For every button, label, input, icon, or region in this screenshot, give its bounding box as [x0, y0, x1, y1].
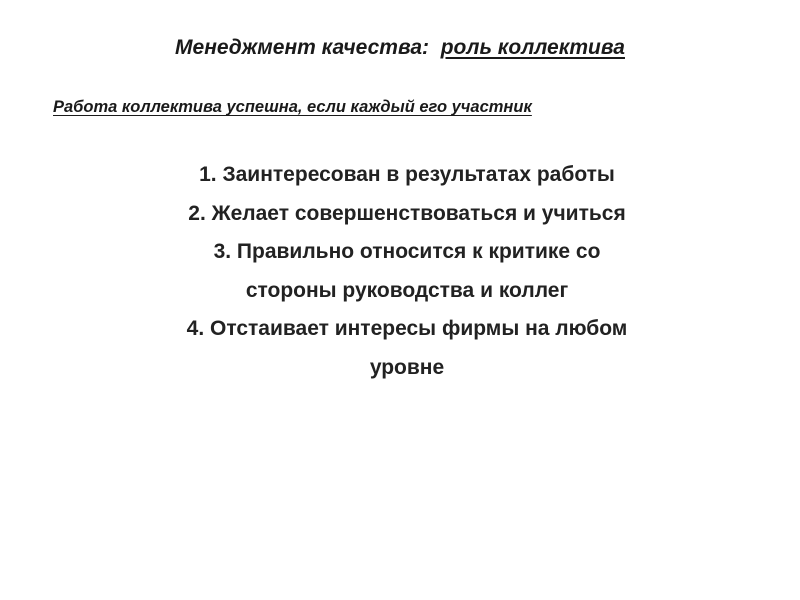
list-item-line: 4. Отстаивает интересы фирмы на любом: [186, 317, 628, 340]
list-item-line: стороны руководства и коллег: [245, 278, 569, 302]
list-item-line: уровне: [369, 355, 445, 379]
slide-title: [0, 36, 800, 60]
slide-subtitle: Работа коллектива успешна, если каждый его участник: [53, 98, 532, 116]
criteria-list: [0, 156, 800, 387]
list-item-line: 2. Желает совершенствоваться и учиться: [188, 201, 626, 225]
list-item: [0, 195, 800, 234]
list-item-line: 1. Заинтересован в результатах работы: [199, 163, 615, 186]
list-item-line: 3. Правильно относится к критике со: [213, 240, 601, 263]
list-item: [0, 233, 800, 310]
list-item: [0, 156, 800, 195]
title-prefix: Менеджмент качества:: [175, 36, 430, 59]
list-item: [0, 310, 800, 387]
title-underlined-part: роль коллектива: [440, 36, 625, 59]
